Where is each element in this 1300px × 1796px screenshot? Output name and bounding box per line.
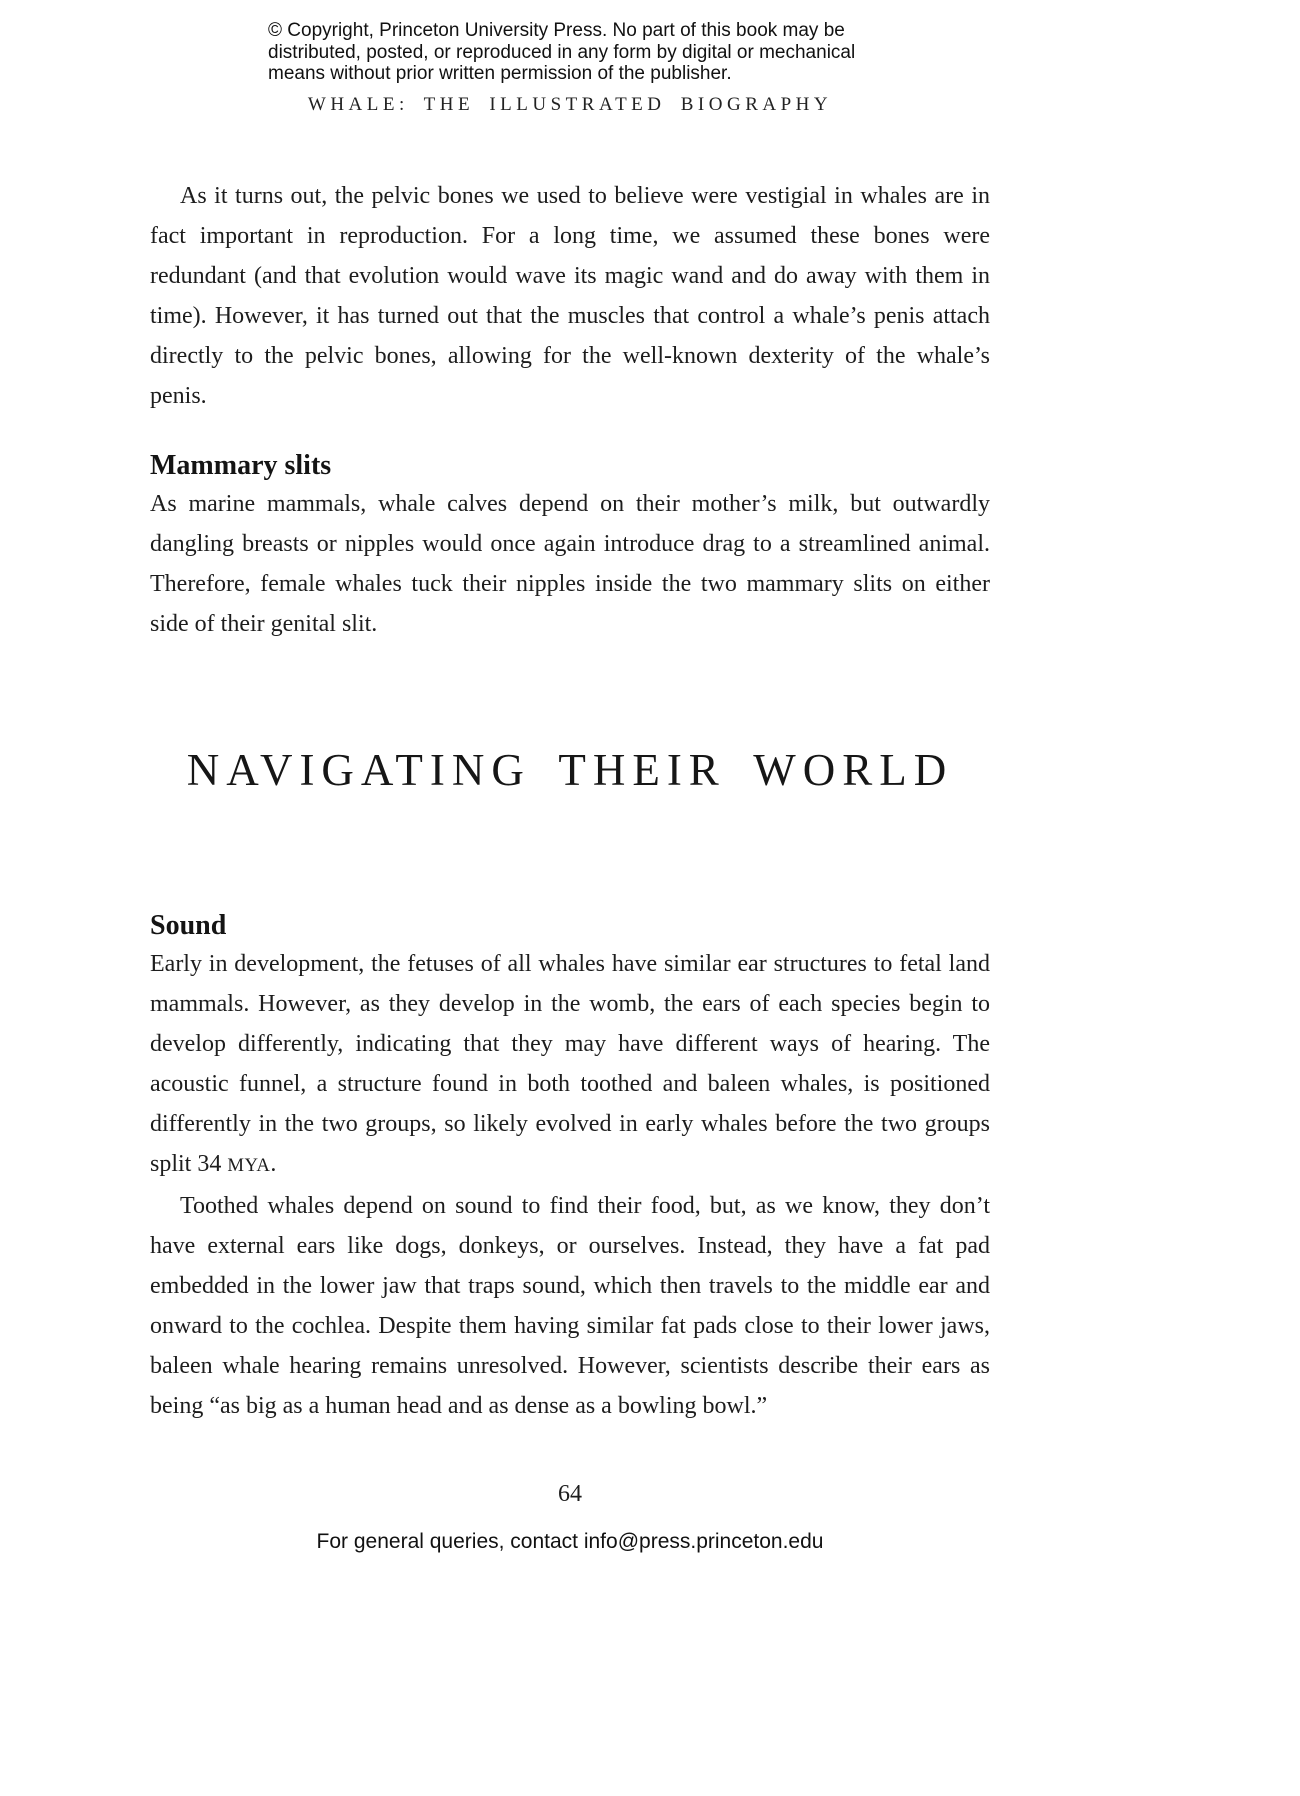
paragraph-sound-text-end: . [270,1150,277,1177]
paragraph-toothed-whales-hearing: Toothed whales depend on sound to find their food, but, as we know, they don’t have external ears like dogs, donkeys, or ourselves. Instead, they have a fat pad embedded in the lower jaw that traps sound, which then travels to the middle ear and onward to the cochlea. Despite them having similar fat pads close to their lower jaws, baleen whale hearing remains unresolved. However, scientists describe their ears as being “as big as a human head and as dense as a bowling bowl.” [150,1192,990,1419]
copyright-line: distributed, posted, or reproduced in any form by digital or mechanical [268,41,856,63]
footer-contact: For general queries, contact info@press.princeton.edu [316,1529,824,1553]
running-head: WHALE: THE ILLUSTRATED BIOGRAPHY [307,93,833,115]
book-page [150,0,990,1554]
paragraph-mammary-slits: As marine mammals, whale calves depend on their mother’s milk, but outwardly dangling breasts or nipples would once again introduce drag to a streamlined animal. Therefore, female whales tuck their nipples inside the two mammary slits on either side of their genital slit. [150,490,990,637]
copyright-line: means without prior written permission of the publisher. [268,63,732,84]
heading-sound: Sound [150,909,227,941]
paragraph-sound-development [150,944,990,1186]
paragraph-pelvic-bones: As it turns out, the pelvic bones we used to believe were vestigial in whales are in fact important in reproduction. For a long time, we assumed these bones were redundant (and that evolution would wave its magic wand and do away with them in time). However, it has turned out that the muscles that control a whale’s penis attach directly to the pelvic bones, allowing for the well-known dexterity of the whale’s penis. [150,182,990,409]
mya-abbreviation: MYA [227,1154,271,1176]
heading-mammary-slits: Mammary slits [150,449,332,481]
copyright-notice [268,20,990,85]
page-number: 64 [558,1480,582,1507]
paragraph-sound-text: Early in development, the fetuses of all whales have similar ear structures to fetal land mammals. However, as they develop in the womb, the ears of each species begin to develop differently, indicating that they may have different ways of hearing. The acoustic funnel, a structure found in both toothed and baleen whales, is positioned differently in the two groups, so likely evolved in early whales before the two groups split 34 [150,950,990,1177]
copyright-line: © Copyright, Princeton University Press. No part of this book may be [268,20,845,41]
chapter-title: NAVIGATING THEIR WORLD [186,744,954,795]
